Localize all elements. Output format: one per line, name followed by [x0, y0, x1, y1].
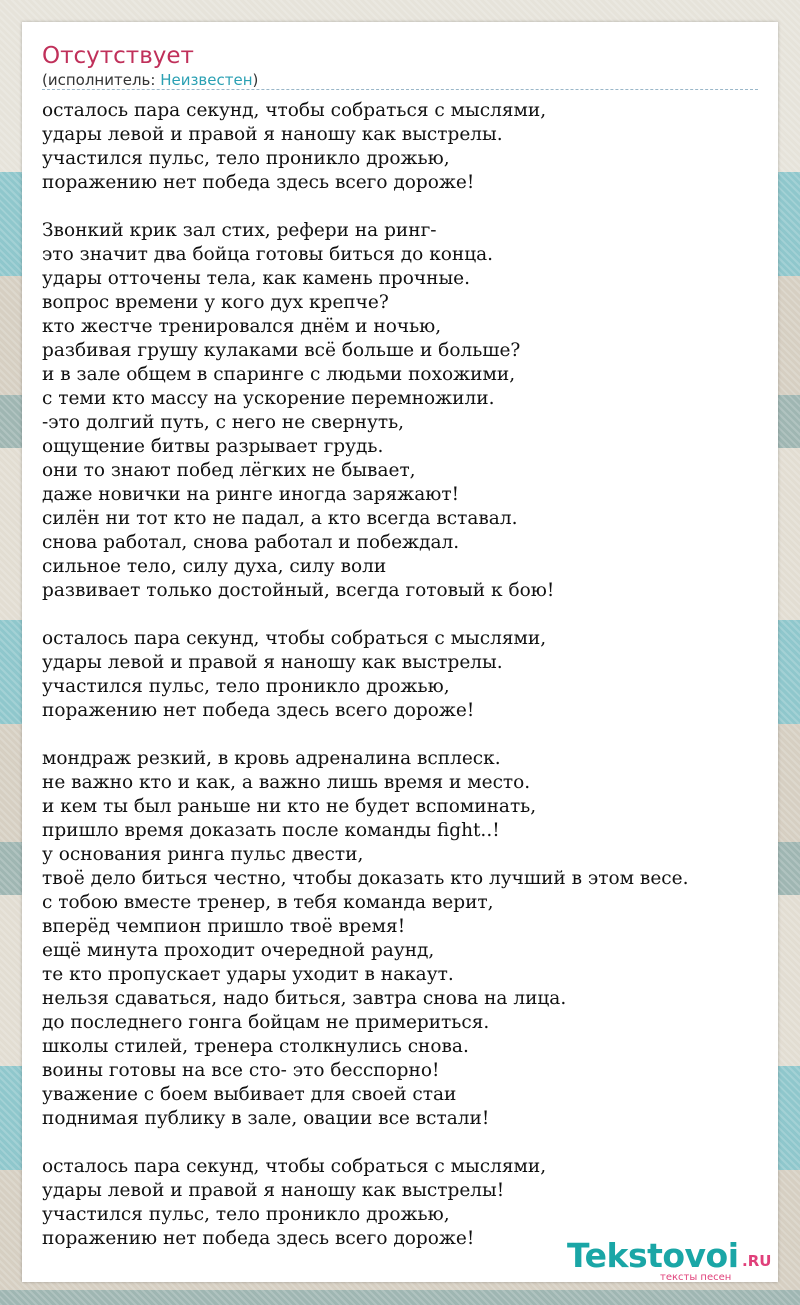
lyric-line: поднимая публику в зале, овации все встали!: [42, 1108, 490, 1129]
performer-suffix: ): [252, 71, 259, 89]
lyric-line: даже новички на ринге иногда заряжают!: [42, 484, 459, 505]
lyric-line: и кем ты был раньше ни кто не будет вспоминать,: [42, 796, 537, 817]
performer-prefix: (исполнитель:: [42, 71, 161, 89]
lyric-line: участился пульс, тело проникло дрожью,: [42, 676, 450, 697]
lyric-line: ещё минута проходит очередной раунд,: [42, 940, 435, 961]
lyric-line: поражению нет победа здесь всего дороже!: [42, 700, 475, 721]
logo-wordmark: Tekstovoi: [567, 1236, 739, 1275]
site-logo[interactable]: [567, 1238, 777, 1282]
header-divider: [42, 89, 758, 90]
song-title: Отсутствует: [42, 43, 194, 69]
lyric-line: поражению нет победа здесь всего дороже!: [42, 1228, 475, 1249]
lyric-line: осталось пара секунд, чтобы собраться с мыслями,: [42, 100, 547, 121]
lyric-line: они то знают побед лёгких не бывает,: [42, 460, 416, 481]
lyric-line: те кто пропускает удары уходит в накаут.: [42, 964, 454, 985]
lyric-line: не важно кто и как, а важно лишь время и место.: [42, 772, 531, 793]
lyric-line: школы стилей, тренера столкнулись снова.: [42, 1036, 469, 1057]
lyrics-body: [42, 99, 762, 1275]
lyrics-stanza: [42, 627, 762, 723]
lyric-line: мондраж резкий, в кровь адреналина всплеск.: [42, 748, 501, 769]
lyric-line: твоё дело биться честно, чтобы доказать кто лучший в этом весе.: [42, 868, 689, 889]
lyric-line: кто жестче тренировался днём и ночью,: [42, 316, 442, 337]
performer-link[interactable]: Неизвестен: [160, 71, 253, 89]
lyric-line: воины готовы на все сто- это бесспорно!: [42, 1060, 440, 1081]
lyric-line: с тобою вместе тренер, в тебя команда верит,: [42, 892, 494, 913]
lyric-line: снова работал, снова работал и побеждал.: [42, 532, 460, 553]
lyric-line: и в зале общем в спаринге с людьми похожими,: [42, 364, 516, 385]
lyric-line: с теми кто массу на ускорение перемножили.: [42, 388, 495, 409]
lyric-line: удары левой и правой я наношу как выстрелы.: [42, 652, 503, 673]
lyric-line: у основания ринга пульс двести,: [42, 844, 364, 865]
lyric-line: до последнего гонга бойцам не примериться.: [42, 1012, 490, 1033]
lyric-line: осталось пара секунд, чтобы собраться с мыслями,: [42, 1156, 547, 1177]
lyric-line: это значит два бойца готовы биться до конца.: [42, 244, 494, 265]
lyrics-card: [22, 22, 778, 1282]
lyric-line: участился пульс, тело проникло дрожью,: [42, 1204, 450, 1225]
lyric-line: удары левой и правой я наношу как выстрелы.: [42, 124, 503, 145]
logo-tagline: тексты песен: [660, 1272, 732, 1283]
lyric-line: уважение с боем выбивает для своей стаи: [42, 1084, 457, 1105]
lyric-line: силён ни тот кто не падал, а кто всегда вставал.: [42, 508, 518, 529]
lyrics-stanza: [42, 219, 762, 603]
lyric-line: поражению нет победа здесь всего дороже!: [42, 172, 475, 193]
lyric-line: ощущение битвы разрывает грудь.: [42, 436, 384, 457]
lyric-line: -это долгий путь, с него не свернуть,: [42, 412, 405, 433]
lyric-line: Звонкий крик зал стих, рефери на ринг-: [42, 220, 437, 241]
lyrics-stanza: [42, 99, 762, 195]
lyric-line: вперёд чемпион пришло твоё время!: [42, 916, 406, 937]
lyric-line: пришло время доказать после команды fight..!: [42, 820, 500, 841]
lyric-line: нельзя сдаваться, надо биться, завтра снова на лица.: [42, 988, 567, 1009]
lyric-line: разбивая грушу кулаками всё больше и больше?: [42, 340, 521, 361]
lyric-line: удары левой и правой я наношу как выстрелы!: [42, 1180, 505, 1201]
lyric-line: вопрос времени у кого дух крепче?: [42, 292, 389, 313]
lyric-line: развивает только достойный, всегда готовый к бою!: [42, 580, 555, 601]
lyric-line: осталось пара секунд, чтобы собраться с мыслями,: [42, 628, 547, 649]
lyric-line: участился пульс, тело проникло дрожью,: [42, 148, 450, 169]
performer-line: [42, 70, 258, 90]
logo-tld: .RU: [742, 1252, 772, 1270]
lyrics-stanza: [42, 747, 762, 1131]
lyric-line: удары отточены тела, как камень прочные.: [42, 268, 471, 289]
lyric-line: сильное тело, силу духа, силу воли: [42, 556, 387, 577]
